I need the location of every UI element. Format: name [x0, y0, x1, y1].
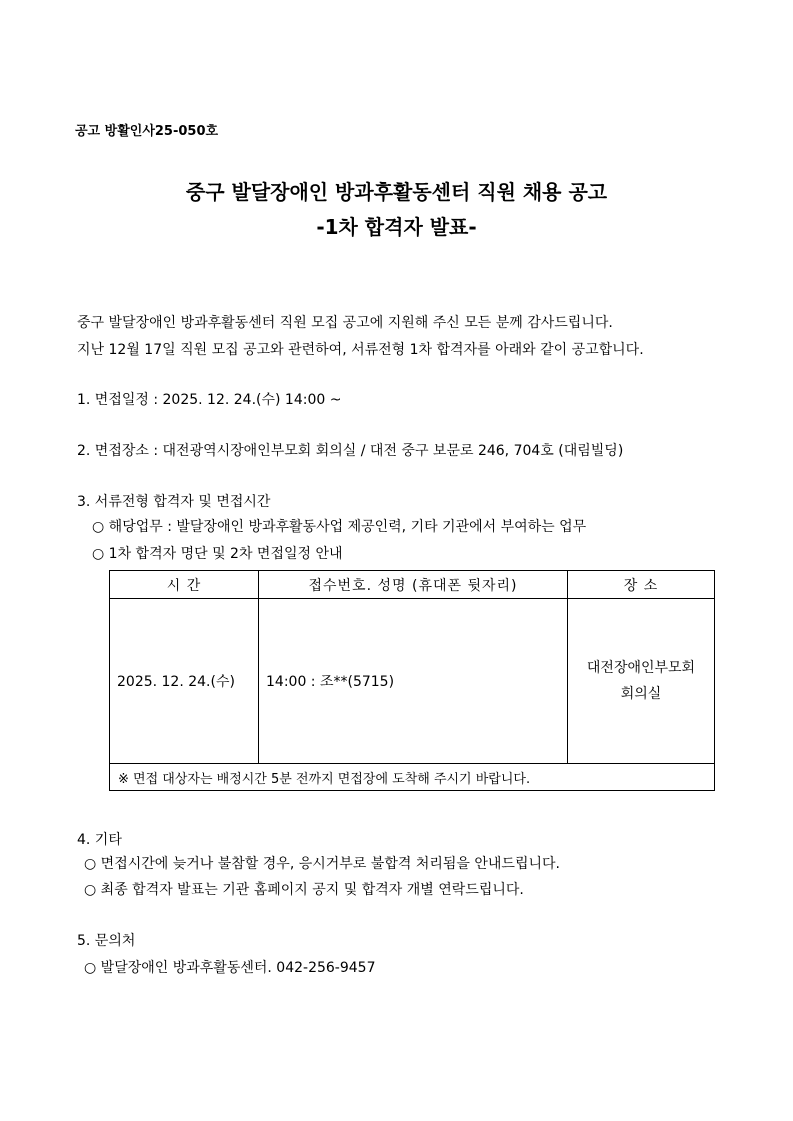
table-header-row: [110, 571, 715, 599]
section-contact-heading: 5. 문의처: [77, 933, 136, 949]
notice-number: 공고 방활인사25-050호: [75, 124, 219, 139]
cell-place: [568, 599, 715, 764]
table-note: ※ 면접 대상자는 배정시간 5분 전까지 면접장에 도착해 주시기 바랍니다.: [110, 764, 715, 791]
header-applicant: 접수번호. 성명 (휴대폰 뒷자리): [259, 571, 568, 599]
page-subtitle: -1차 합격자 발표-: [316, 215, 477, 239]
header-time: 시 간: [110, 571, 259, 599]
bullet-passer-list: ○ 1차 합격자 명단 및 2차 면접일정 안내: [92, 546, 343, 562]
page-title: 중구 발달장애인 방과후활동센터 직원 채용 공고: [185, 180, 608, 204]
table-row: [110, 599, 715, 764]
place-line-1: 대전장애인부모회: [586, 660, 696, 676]
table-note-row: [110, 764, 715, 791]
header-place: 장 소: [568, 571, 715, 599]
bullet-contact: ○ 발달장애인 방과후활동센터. 042-256-9457: [84, 960, 376, 976]
bullet-final-announcement: ○ 최종 합격자 발표는 기관 홈페이지 공지 및 합격자 개별 연락드립니다.: [84, 882, 524, 898]
section-other-heading: 4. 기타: [77, 832, 122, 848]
place-line-2: 회의실: [620, 686, 662, 702]
bullet-duties: ○ 해당업무 : 발달장애인 방과후활동사업 제공인력, 기타 기관에서 부여하는 업무: [92, 519, 587, 535]
cell-date: 2025. 12. 24.(수): [110, 599, 259, 764]
intro-line-2: 지난 12월 17일 직원 모집 공고와 관련하여, 서류전형 1차 합격자를 아래와 같이 공고합니다.: [77, 342, 644, 358]
section-passers-heading: 3. 서류전형 합격자 및 면접시간: [77, 494, 271, 510]
section-interview-schedule: 1. 면접일정 : 2025. 12. 24.(수) 14:00 ~: [77, 392, 342, 408]
cell-applicant: 14:00 : 조**(5715): [259, 599, 568, 764]
intro-line-1: 중구 발달장애인 방과후활동센터 직원 모집 공고에 지원해 주신 모든 분께 감사드립니다.: [77, 315, 613, 331]
section-interview-location: 2. 면접장소 : 대전광역시장애인부모회 회의실 / 대전 중구 보문로 246, 704호 (대림빌딩): [77, 443, 624, 459]
bullet-absence-notice: ○ 면접시간에 늦거나 불참할 경우, 응시거부로 불합격 처리됨을 안내드립니다.: [84, 856, 560, 872]
interview-schedule-table: [109, 570, 715, 791]
